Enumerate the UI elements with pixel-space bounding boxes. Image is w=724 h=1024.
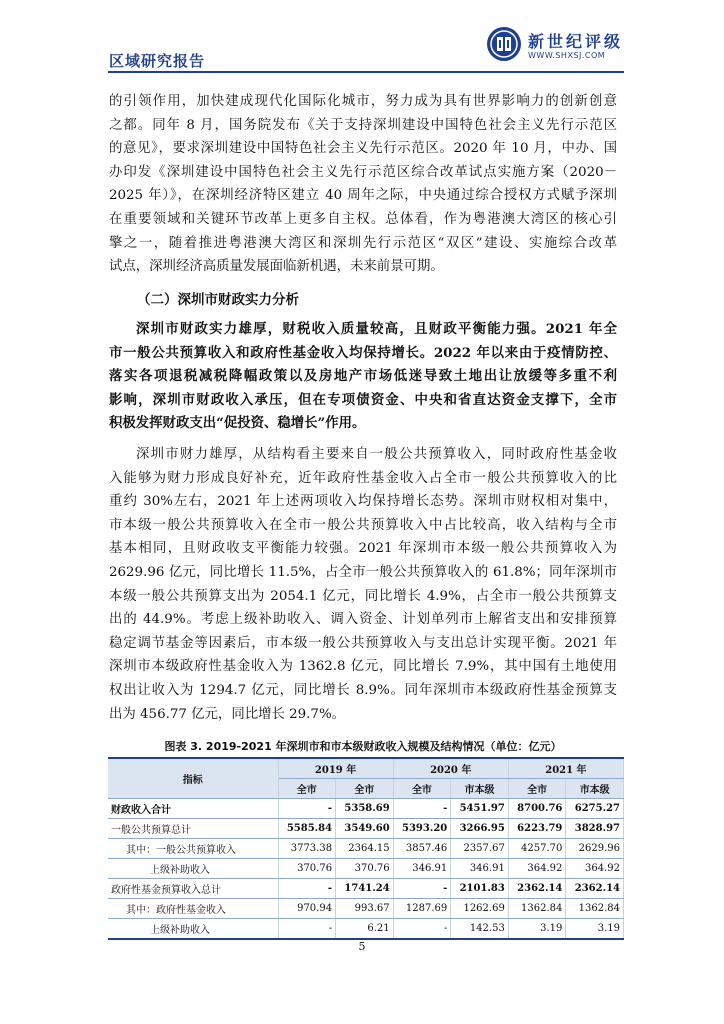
intro-paragraph bbox=[109, 90, 617, 279]
header-year: 2021 年 bbox=[508, 758, 623, 779]
text-line: 权出让收入为 1294.7 亿元，同比增长 8.9%。同年深圳市本级政府性基金预算支 bbox=[109, 682, 617, 698]
header-indicator: 指标 bbox=[108, 758, 278, 799]
cell-value: - bbox=[278, 879, 336, 899]
text-line: 影响，深圳市财政收入承压，但在专项债资金、中央和省直达资金支撑下，全市 bbox=[109, 391, 617, 408]
analysis-paragraph bbox=[109, 443, 617, 726]
text-line: 稳定调节基金等因素后，市本级一般公共预算收入与支出总计实现平衡。2021 年 bbox=[109, 635, 617, 651]
table-caption: 图表 3. 2019-2021 年深圳市和市本级财政收入规模及结构情况（单位：亿元） bbox=[164, 740, 562, 753]
text-line: 深圳市本级政府性基金收入为 1362.8 亿元，同比增长 7.9%，其中国有土地使用 bbox=[109, 659, 617, 675]
header-scope: 全市 bbox=[278, 779, 336, 799]
cell-value: 2362.14 bbox=[566, 879, 624, 899]
text-line: 的意见》，要求深圳建设中国特色社会主义先行示范区。2020 年 10 月，中办、国 bbox=[109, 141, 617, 157]
text-line: 出的 44.9%。考虑上级补助收入、调入资金、计划单列市上解省支出和安排预算 bbox=[109, 612, 617, 628]
row-label: 上级补助收入 bbox=[108, 919, 278, 940]
header-scope: 市本级 bbox=[566, 779, 624, 799]
header-year: 2019 年 bbox=[278, 758, 393, 779]
company-name: 新世纪评级 bbox=[528, 32, 624, 51]
cell-value: 3.19 bbox=[566, 919, 624, 940]
cell-value: - bbox=[278, 799, 336, 819]
table-row bbox=[108, 899, 624, 919]
cell-value: 6223.79 bbox=[508, 819, 566, 839]
cell-value: 6.21 bbox=[336, 919, 394, 940]
text-line: 市本级一般公共预算收入在全市一般公共预算收入中占比较高，收入结构与全市 bbox=[109, 517, 617, 533]
cell-value: 4257.70 bbox=[508, 839, 566, 859]
cell-value: 5358.69 bbox=[336, 799, 394, 819]
company-url[interactable]: WWW.SHXSJ.COM bbox=[528, 51, 606, 60]
text-line: 深圳市财政实力雄厚，财税收入质量较高，且财政平衡能力强。2021 年全 bbox=[136, 321, 617, 337]
table-header-row bbox=[108, 758, 624, 779]
cell-value: 8700.76 bbox=[508, 799, 566, 819]
header-scope: 全市 bbox=[508, 779, 566, 799]
cell-value: 1362.84 bbox=[566, 899, 624, 919]
fiscal-revenue-table bbox=[108, 757, 624, 940]
text-line: 的引领作用，加快建成现代化国际化城市，努力成为具有世界影响力的创新创意 bbox=[109, 94, 617, 109]
cell-value: 142.53 bbox=[451, 919, 509, 940]
header-scope: 全市 bbox=[393, 779, 451, 799]
cell-value: 3549.60 bbox=[336, 819, 394, 839]
header-year: 2020 年 bbox=[393, 758, 508, 779]
cell-value: 2364.15 bbox=[336, 839, 394, 859]
cell-value: 3857.46 bbox=[393, 839, 451, 859]
cell-value: 5585.84 bbox=[278, 819, 336, 839]
text-line: 积极发挥财政支出“促投资、稳增长”作用。 bbox=[109, 415, 366, 432]
cell-value: 364.92 bbox=[508, 859, 566, 879]
cell-value: - bbox=[393, 879, 451, 899]
cell-value: 5393.20 bbox=[393, 819, 451, 839]
header-divider bbox=[108, 71, 624, 73]
cell-value: 2629.96 bbox=[566, 839, 624, 859]
table-row bbox=[108, 919, 624, 940]
cell-value: 2357.67 bbox=[451, 839, 509, 859]
cell-value: 6275.27 bbox=[566, 799, 624, 819]
text-line: 在重要领域和关键环节改革上更多自主权。总体看，作为粤港澳大湾区的核心引 bbox=[109, 211, 617, 227]
text-line: 入能够为财力形成良好补充，近年政府性基金收入占全市一般公共预算收入的比 bbox=[109, 470, 617, 486]
company-logo-icon bbox=[486, 26, 522, 62]
cell-value: - bbox=[393, 919, 451, 940]
text-line: 2025 年）》，在深圳经济特区建立 40 周年之际，中央通过综合授权方式赋予深圳 bbox=[109, 188, 617, 204]
cell-value: 1362.84 bbox=[508, 899, 566, 919]
text-line: 之都。同年 8 月，国务院发布《关于支持深圳建设中国特色社会主义先行示范区 bbox=[109, 117, 617, 133]
text-line: 试点，深圳经济高质量发展面临新机遇，未来前景可期。 bbox=[109, 259, 444, 275]
row-label: 一般公共预算总计 bbox=[108, 819, 278, 839]
text-line: 深圳市财力雄厚，从结构看主要来自一般公共预算收入，同时政府性基金收 bbox=[136, 447, 617, 462]
text-line: 擎之一，随着推进粤港澳大湾区和深圳先行示范区“双区”建设、实施综合改革 bbox=[109, 235, 617, 251]
text-line: 出为 456.77 亿元，同比增长 29.7%。 bbox=[109, 706, 346, 722]
row-label: 政府性基金预算收入总计 bbox=[108, 879, 278, 899]
header-scope: 全市 bbox=[336, 779, 394, 799]
text-line: 办印发《深圳建设中国特色社会主义先行示范区综合改革试点实施方案（2020－ bbox=[109, 164, 617, 180]
cell-value: 993.67 bbox=[336, 899, 394, 919]
text-line: 本级一般公共预算支出为 2054.1 亿元，同比增长 4.9%，占全市一般公共预算支 bbox=[109, 588, 617, 604]
summary-paragraph bbox=[109, 318, 617, 436]
cell-value: 364.92 bbox=[566, 859, 624, 879]
cell-value: 3.19 bbox=[508, 919, 566, 940]
table-row bbox=[108, 859, 624, 879]
cell-value: 2362.14 bbox=[508, 879, 566, 899]
text-line: 市一般公共预算收入和政府性基金收入均保持增长。2022 年以来由于疫情防控、 bbox=[109, 344, 617, 361]
cell-value: 370.76 bbox=[336, 859, 394, 879]
text-line: 2629.96 亿元，同比增长 11.5%，占全市一般公共预算收入的 61.8%；同年深圳市 bbox=[109, 564, 617, 580]
cell-value: 346.91 bbox=[451, 859, 509, 879]
text-line: 基本相同，且财政收支平衡能力较强。2021 年深圳市本级一般公共预算收入为 bbox=[109, 541, 617, 557]
cell-value: 1741.24 bbox=[336, 879, 394, 899]
cell-value: - bbox=[393, 799, 451, 819]
cell-value: 1262.69 bbox=[451, 899, 509, 919]
table-row bbox=[108, 799, 624, 819]
row-label: 其中：政府性基金收入 bbox=[108, 899, 278, 919]
table-row bbox=[108, 839, 624, 859]
row-label: 财政收入合计 bbox=[108, 799, 278, 819]
cell-value: 346.91 bbox=[393, 859, 451, 879]
cell-value: 970.94 bbox=[278, 899, 336, 919]
cell-value: 5451.97 bbox=[451, 799, 509, 819]
text-line: 重约 30%左右，2021 年上述两项收入均保持增长态势。深圳市财权相对集中， bbox=[109, 494, 617, 510]
row-label: 上级补助收入 bbox=[108, 859, 278, 879]
page-number: 5 bbox=[358, 940, 366, 953]
header-scope: 市本级 bbox=[451, 779, 509, 799]
cell-value: 370.76 bbox=[278, 859, 336, 879]
report-section-title: 区域研究报告 bbox=[109, 52, 206, 70]
table-row bbox=[108, 879, 624, 899]
cell-value: 1287.69 bbox=[393, 899, 451, 919]
cell-value: 2101.83 bbox=[451, 879, 509, 899]
text-line: 落实各项退税减税降幅政策以及房地产市场低迷导致土地出让放缓等多重不利 bbox=[109, 368, 617, 385]
cell-value: 3266.95 bbox=[451, 819, 509, 839]
cell-value: - bbox=[278, 919, 336, 940]
cell-value: 3828.97 bbox=[566, 819, 624, 839]
cell-value: 3773.38 bbox=[278, 839, 336, 859]
section-heading: （二）深圳市财政实力分析 bbox=[137, 292, 299, 308]
table-row bbox=[108, 819, 624, 839]
row-label: 其中：一般公共预算收入 bbox=[108, 839, 278, 859]
